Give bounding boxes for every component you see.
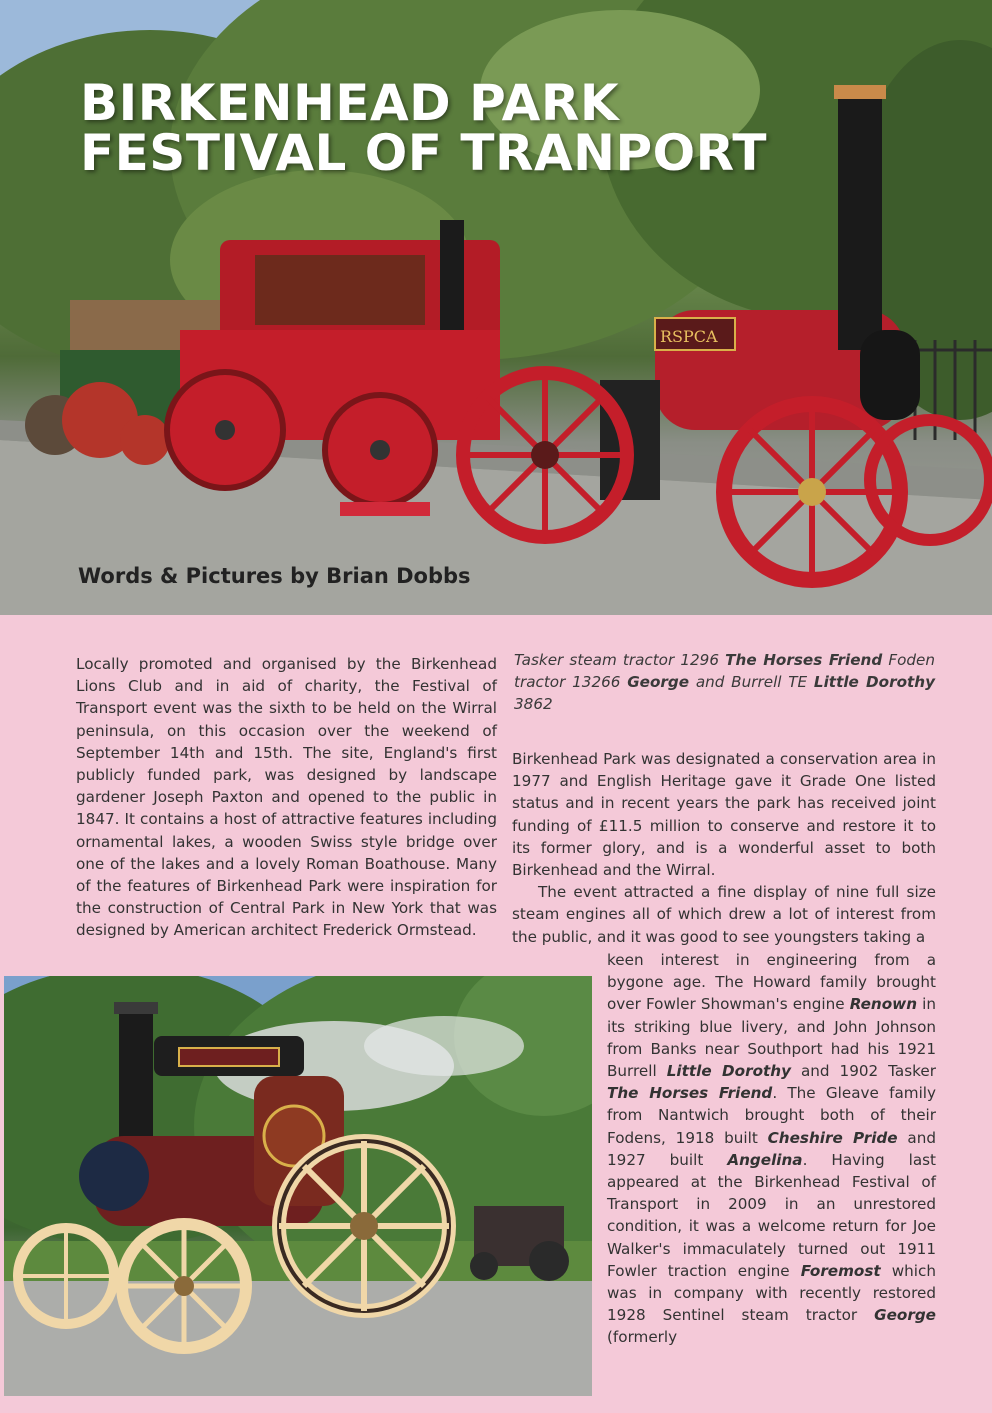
engines-paragraph (607, 949, 936, 1349)
caption-engine-3: Little Dorothy (813, 673, 935, 692)
right-column-body (512, 748, 936, 948)
rspca-plate-text: RSPCA (660, 327, 718, 346)
byline: Words & Pictures by Brian Dobbs (78, 564, 471, 588)
engine-name: George (874, 1306, 936, 1325)
traction-engine-photo (4, 976, 592, 1396)
text-run: . Having last appeared at the Birkenhead Festival of Transport in 2009 in an unrestored condition, it was a welcome return for Joe Walker's immaculately turned out 1911 Fowler traction engine (607, 1150, 937, 1280)
traction-engine-illustration (4, 976, 592, 1396)
engine-name: Foremost (800, 1261, 881, 1280)
title-line-2: FESTIVAL OF TRANPORT (80, 124, 768, 182)
caption-engine-1: The Horses Friend (725, 651, 883, 669)
intro-paragraph: Locally promoted and organised by the Birkenhead Lions Club and in aid of charity, the Festival of Transport event was the sixth to be held on the Wirral peninsula, on this occasion over the weekend of September 14th and 15th. The site, England's first publicly funded park, was designed by landscape gardener Joseph Paxton and opened to the public in 1847. It contains a host of attractive features including ornamental lakes, a wooden Swiss style bridge over one of the lakes and a lovely Roman Boathouse. Many of the features of Birkenhead Park were inspiration for the construction of Central Park in New York that was designed by American architect Frederick Ormstead. (76, 655, 497, 940)
caption-engine-2: George (627, 673, 690, 692)
engine-name: Angelina (727, 1150, 803, 1169)
text-run: in its striking blue livery, and John Johnson from Banks near Southport had his 1921 Burrell (607, 995, 936, 1081)
caption-text-2: Foden tractor 13266 (514, 651, 936, 692)
right-column-continuation (607, 949, 936, 1349)
text-run: (formerly (607, 1328, 678, 1347)
photo-caption (514, 649, 935, 716)
left-column (76, 653, 497, 942)
engine-name: Cheshire Pride (767, 1128, 898, 1147)
text-run: keen interest in engineering from a bygone age. The Howard family brought over Fowler Showman's engine (607, 951, 936, 1014)
text-run: . The Gleave family from Nantwich brought both of their Fodens, 1918 built (607, 1084, 937, 1147)
caption-text-1: Tasker steam tractor 1296 (514, 651, 726, 669)
event-paragraph: The event attracted a fine display of nine full size steam engines all of which drew a lot of interest from the public, and it was good to see youngsters taking a (512, 883, 936, 946)
title-line-1: BIRKENHEAD PARK (80, 74, 620, 132)
engine-name: The Horses Friend (607, 1084, 773, 1103)
article-title (80, 74, 768, 182)
engine-name: Renown (849, 995, 918, 1014)
text-run: and 1927 built (607, 1128, 936, 1169)
conservation-paragraph: Birkenhead Park was designated a conservation area in 1977 and English Heritage gave it Grade One listed status and in recent years the park has received joint funding of £11.5 million to conserve and restore it to its former glory, and is a wonderful asset to both Birkenhead and the Wirral. (512, 750, 936, 880)
caption-text-3: and Burrell TE (689, 673, 814, 692)
engine-name: Little Dorothy (666, 1062, 791, 1081)
caption-text-4: 3862 (514, 695, 553, 714)
hero-photo (0, 0, 992, 615)
text-run: and 1902 Tasker (791, 1062, 936, 1081)
text-run: which was in company with recently restored 1928 Sentinel steam tractor (607, 1261, 936, 1325)
